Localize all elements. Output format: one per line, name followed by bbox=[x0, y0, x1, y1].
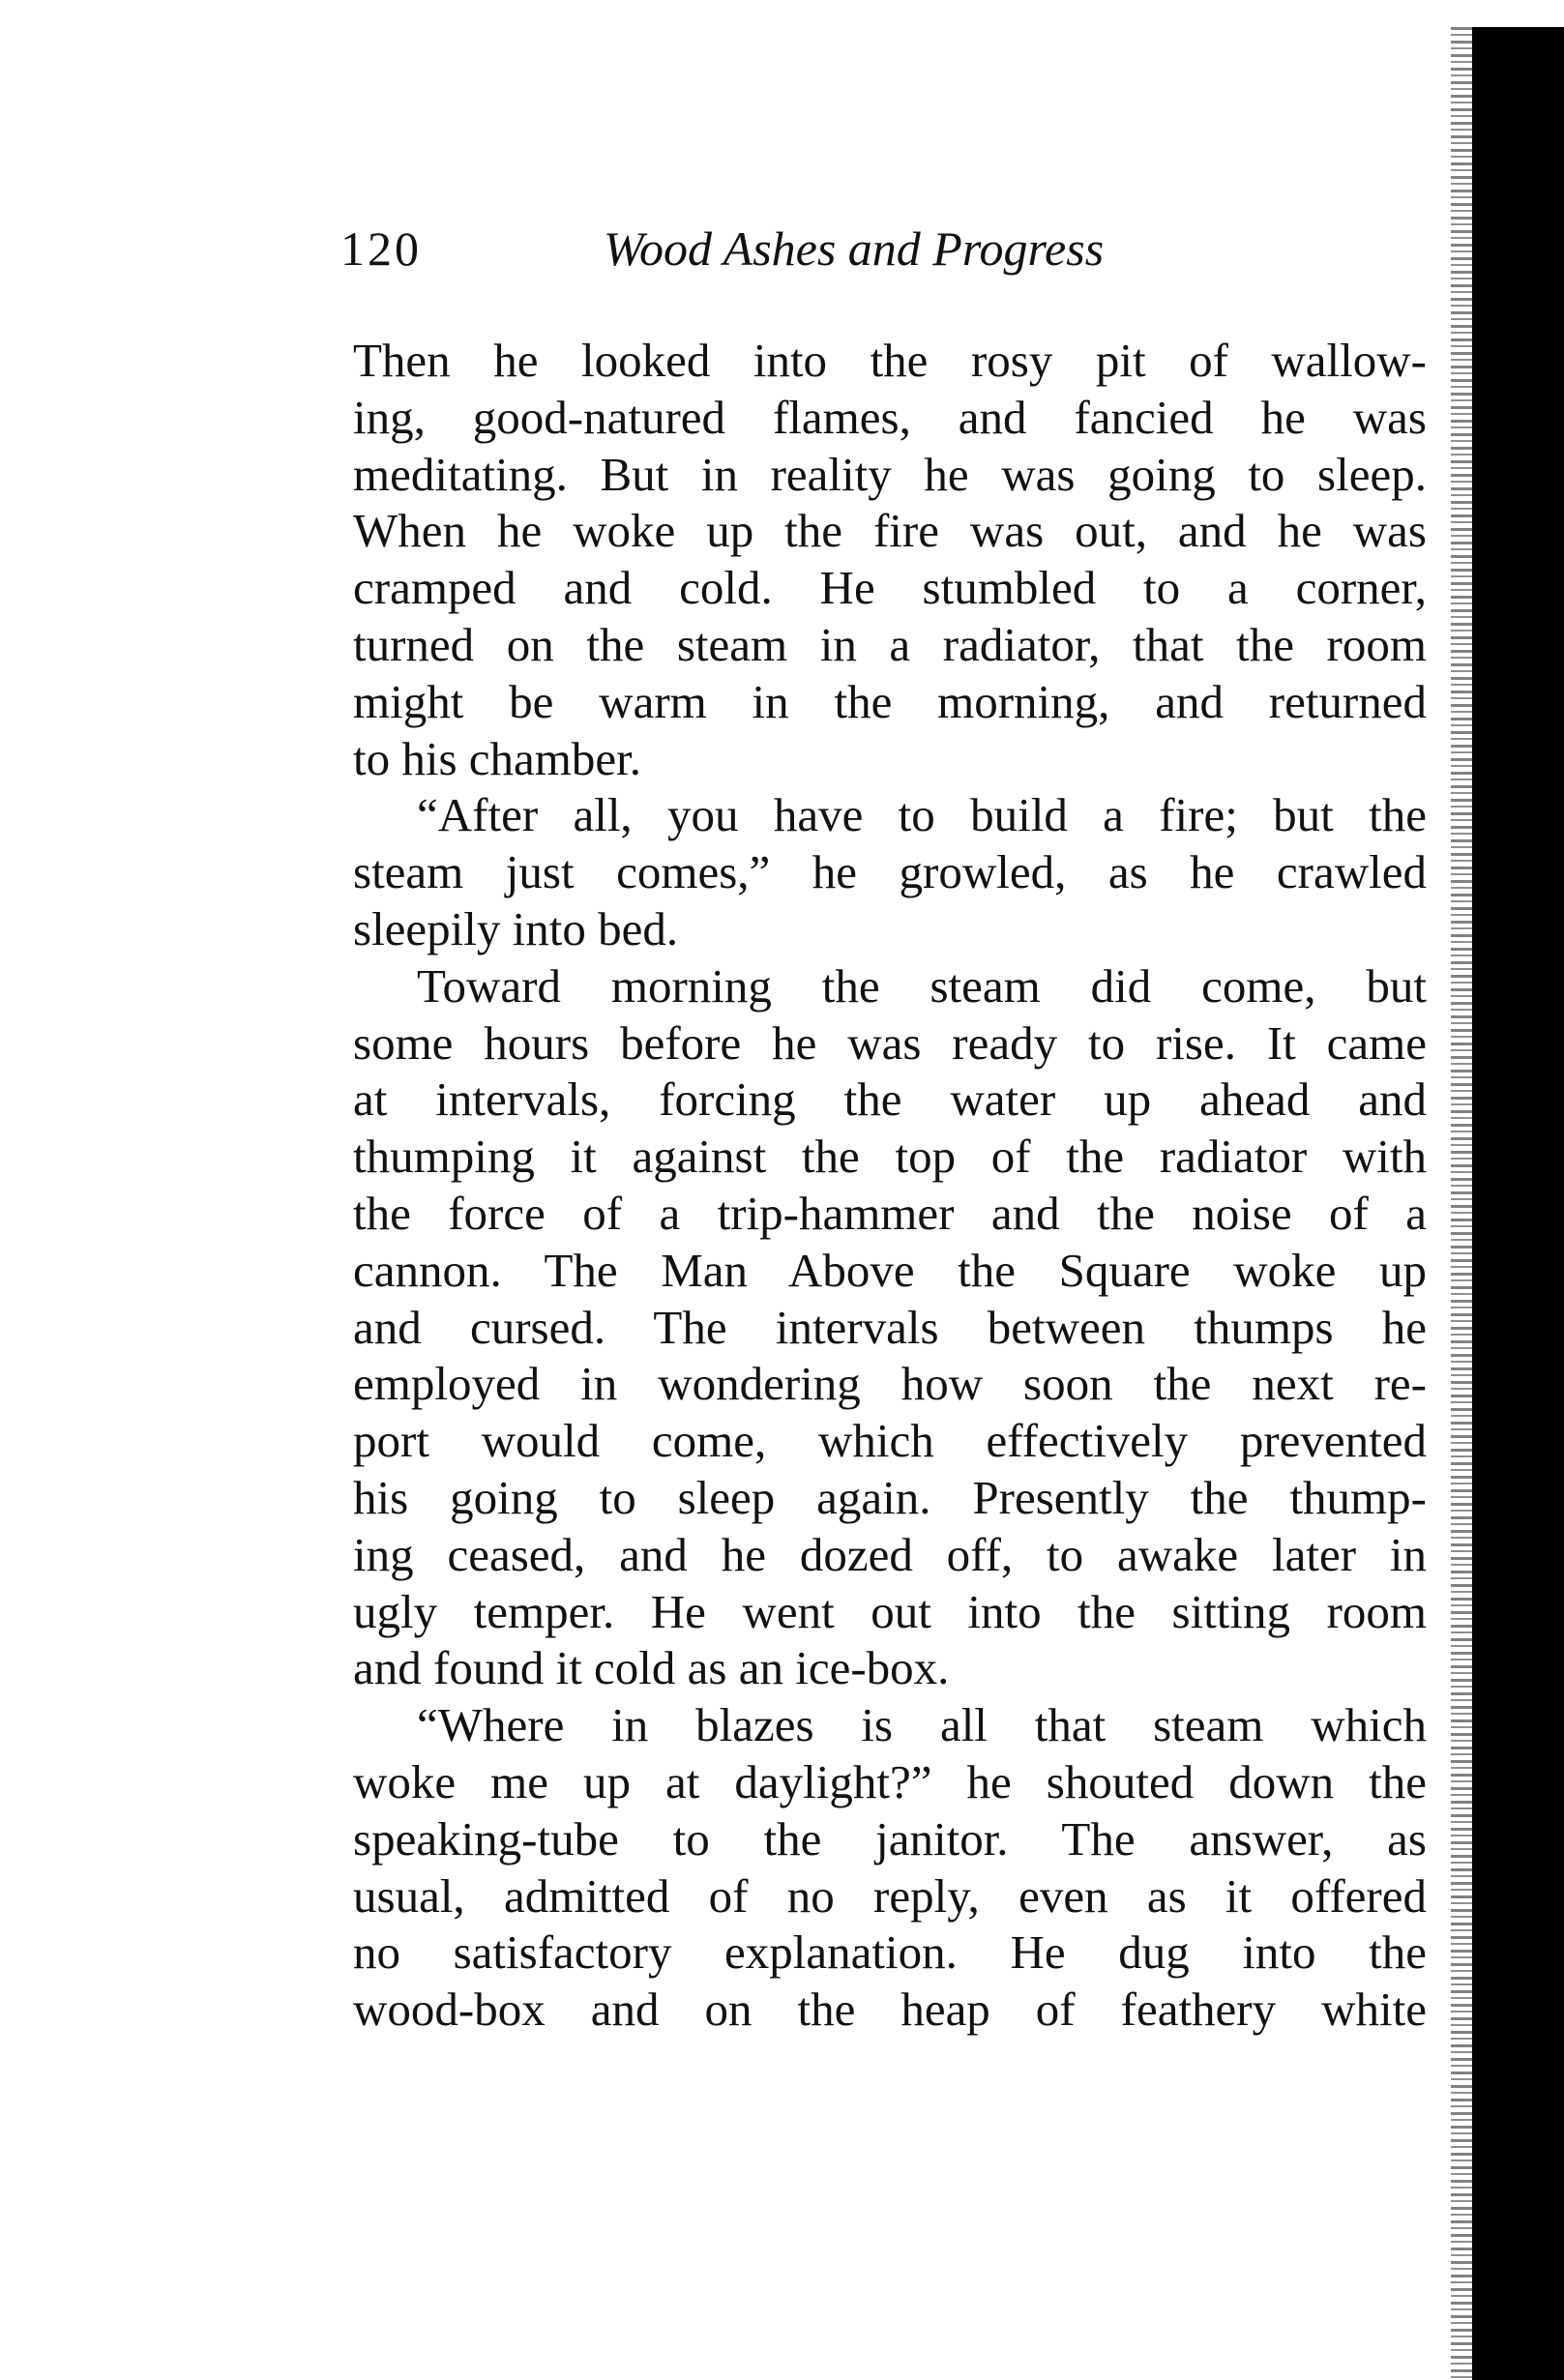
text-line: ugly temper. He went out into the sitting room bbox=[353, 1584, 1427, 1638]
text-line: usual, admitted of no reply, even as it offered bbox=[353, 1868, 1427, 1923]
page-number: 120 bbox=[340, 221, 422, 276]
text-line: speaking-tube to the janitor. The answer, as bbox=[353, 1811, 1427, 1866]
text-line: and found it cold as an ice-box. bbox=[353, 1641, 950, 1695]
body-text bbox=[353, 333, 1427, 2039]
text-line: some hours before he was ready to rise. It came bbox=[353, 1015, 1427, 1070]
text-line: turned on the steam in a radiator, that the room bbox=[353, 617, 1427, 671]
text-line: ing ceased, and he dozed off, to awake later in bbox=[353, 1527, 1427, 1581]
text-line: woke me up at daylight?” he shouted down the bbox=[353, 1754, 1427, 1808]
running-title: Wood Ashes and Progress bbox=[604, 221, 1105, 276]
text-line: port would come, which effectively prevented bbox=[353, 1414, 1427, 1468]
text-line: and cursed. The intervals between thumps he bbox=[353, 1300, 1427, 1354]
text-line: his going to sleep again. Presently the thump- bbox=[353, 1470, 1427, 1524]
text-line: wood-box and on the heap of feathery white bbox=[353, 1983, 1427, 2037]
text-line: “After all, you have to build a fire; but the bbox=[417, 788, 1427, 842]
text-line: meditating. But in reality he was going to sleep. bbox=[353, 447, 1427, 501]
text-line: sleepily into bed. bbox=[353, 901, 679, 955]
text-line: at intervals, forcing the water up ahead and bbox=[353, 1072, 1427, 1127]
text-line: Then he looked into the rosy pit of wallow- bbox=[353, 334, 1427, 387]
running-head bbox=[340, 215, 1308, 282]
text-line: to his chamber. bbox=[353, 731, 642, 785]
text-line: cannon. The Man Above the Square woke up bbox=[353, 1243, 1427, 1297]
text-line: steam just comes,” he growled, as he crawled bbox=[353, 845, 1427, 899]
text-line: When he woke up the fire was out, and he was bbox=[353, 504, 1427, 558]
text-line: employed in wondering how soon the next re- bbox=[353, 1357, 1427, 1411]
text-line: “Where in blazes is all that steam which bbox=[417, 1698, 1427, 1752]
text-line: no satisfactory explanation. He dug into the bbox=[353, 1925, 1427, 1980]
binding-edge bbox=[1472, 27, 1564, 2380]
text-line: ing, good-natured flames, and fancied he was bbox=[353, 390, 1427, 444]
text-line: Toward morning the steam did come, but bbox=[417, 958, 1427, 1013]
text-line: the force of a trip-hammer and the noise of a bbox=[353, 1186, 1427, 1240]
text-line: might be warm in the morning, and returned bbox=[353, 674, 1427, 728]
text-line: thumping it against the top of the radiator with bbox=[353, 1130, 1427, 1184]
text-line: cramped and cold. He stumbled to a corner, bbox=[353, 561, 1427, 615]
